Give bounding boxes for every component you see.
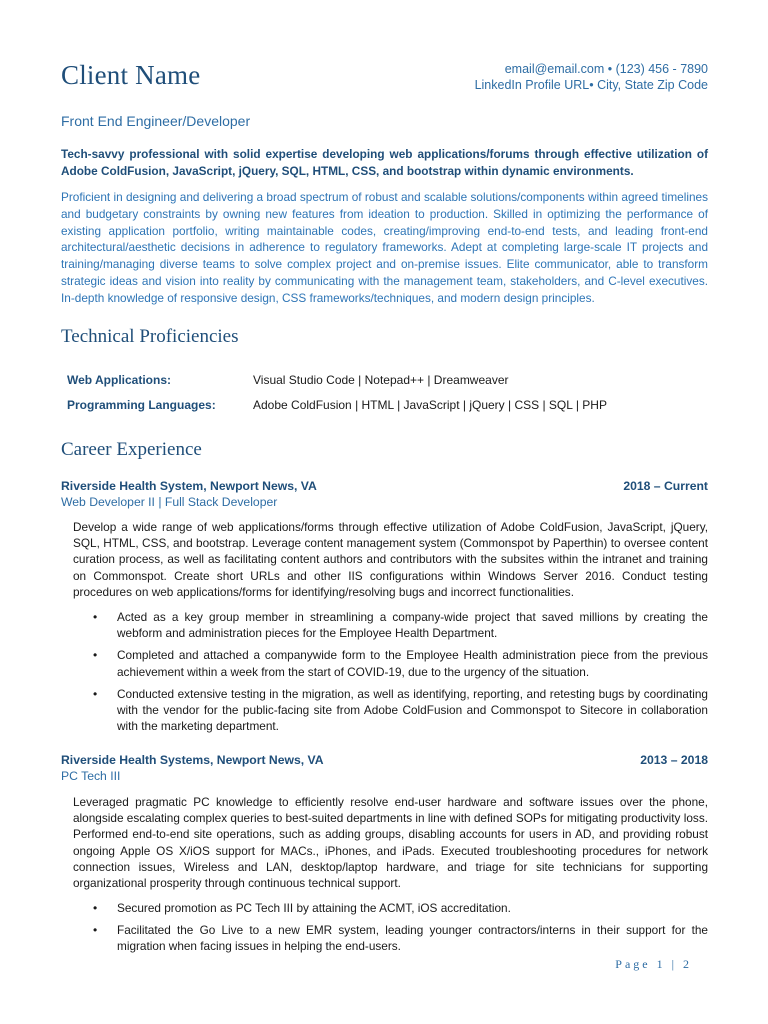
bullet-icon: • <box>93 923 98 938</box>
job-description: Leveraged pragmatic PC knowledge to efficiently resolve end-user hardware and software issues over the phone, alongside escalating complex queries to best-suited departments in line with defined SOPs for mitigating productivity loss. Performed end-to-end site operations, such as adding groups, disabling accounts for users in AD, and providing robust ongoing Apple OS X/iOS support for MACs., iPhones, and iPads. Executed troubleshooting procedures for network connection issues, Wireless and LAN, desktop/laptop hardware, and triage for site technicians for supporting organizational prosperity through continuous technical support. <box>73 795 708 891</box>
contact-email-phone: email@email.com • (123) 456 - 7890 <box>504 62 708 76</box>
achievement-item <box>73 900 708 916</box>
section-title-career: Career Experience <box>61 439 202 460</box>
job-position: PC Tech III <box>61 769 121 783</box>
client-name: Client Name <box>61 60 201 90</box>
job-description: Develop a wide range of web applications/forms through effective utilization of Adobe ColdFusion, JavaScript, jQuery, SQL, HTML, CSS, and bootstrap. Leverage content management system (Commonspot by Paperthin) to oversee content curation process, as well as facilitating content authors and contributors with the subsites within the intranet and training on Commonspot. Create short URLs and other IIS configurations within Windows Server 2016. Conduct testing procedures on web applications/forms for identifying/resolving bugs and incorrect functionalities. <box>73 520 708 599</box>
bullet-icon: • <box>93 686 98 701</box>
achievement-text: Acted as a key group member in streamlining a company-wide project that saved millions by creating the webform and administration pieces for the Employee Health Department. <box>117 610 708 641</box>
tech-label: Programming Languages: <box>67 398 216 412</box>
job-organization: Riverside Health Systems, Newport News, VA <box>61 753 324 767</box>
tech-value: Adobe ColdFusion | HTML | JavaScript | jQuery | CSS | SQL | PHP <box>253 398 607 412</box>
bullet-icon: • <box>93 648 98 663</box>
achievement-item <box>73 609 708 641</box>
job-header <box>61 753 708 767</box>
job-organization: Riverside Health System, Newport News, VA <box>61 479 317 493</box>
achievement-list <box>73 609 708 740</box>
bullet-icon: • <box>93 901 98 915</box>
achievement-list <box>73 900 708 961</box>
job-dates: 2018 – Current <box>623 479 708 493</box>
tech-value: Visual Studio Code | Notepad++ | Dreamweaver <box>253 373 509 387</box>
achievement-text: Secured promotion as PC Tech III by attaining the ACMT, iOS accreditation. <box>117 901 511 915</box>
achievement-text: Conducted extensive testing in the migration, as well as identifying, reporting, and retesting bugs by coordinating with the vendor for the public-facing site from Adobe ColdFusion and Commonspot to Sitecore in collaboration with the marketing department. <box>117 686 708 734</box>
tech-label: Web Applications: <box>67 373 172 387</box>
achievement-item <box>73 922 708 954</box>
contact-linkedin-location: LinkedIn Profile URL• City, State Zip Code <box>474 78 708 92</box>
job-position: Web Developer II | Full Stack Developer <box>61 495 278 509</box>
page-number: Page 1 | 2 <box>615 957 692 971</box>
achievement-item <box>73 647 708 679</box>
contact-info <box>475 61 708 93</box>
achievement-item <box>73 686 708 735</box>
section-title-technical: Technical Proficiencies <box>61 326 239 347</box>
achievement-text: Facilitated the Go Live to a new EMR system, leading younger contractors/interns in their support for the migration when facing issues in helping the end-users. <box>117 923 708 954</box>
bullet-icon: • <box>93 610 98 624</box>
job-role-title: Front End Engineer/Developer <box>61 113 251 129</box>
summary-paragraph: Proficient in designing and delivering a broad spectrum of robust and scalable solutions/components within agreed timelines and budgetary constraints by owning new features from ideation to production. Skilled in optimizing the performance of existing application portfolio, writing maintainable codes, creating/improving end-to-end tests, and leading front-end architectural/aesthetic decisions in adherence to regulatory frameworks. Adept at completing large-scale IT projects and training/managing diverse teams to solve complex project and on-premise issues. Elite communicator, able to transform strategic ideas and vision into reality by communicating with the management team, stakeholders, and C-level executives. In-depth knowledge of responsive design, CSS frameworks/techniques, and modern design principles. <box>61 190 708 305</box>
job-dates: 2013 – 2018 <box>640 753 708 767</box>
achievement-text: Completed and attached a companywide form to the Employee Health administration piece from the previous achievement within a week from the start of COVID-19, due to the urgency of the situation. <box>117 648 708 679</box>
job-header <box>61 479 708 493</box>
headline-statement: Tech-savvy professional with solid expertise developing web applications/forums through effective utilization of Adobe ColdFusion, JavaScript, jQuery, SQL, HTML, CSS, and bootstrap within dynamic environments. <box>61 147 708 178</box>
